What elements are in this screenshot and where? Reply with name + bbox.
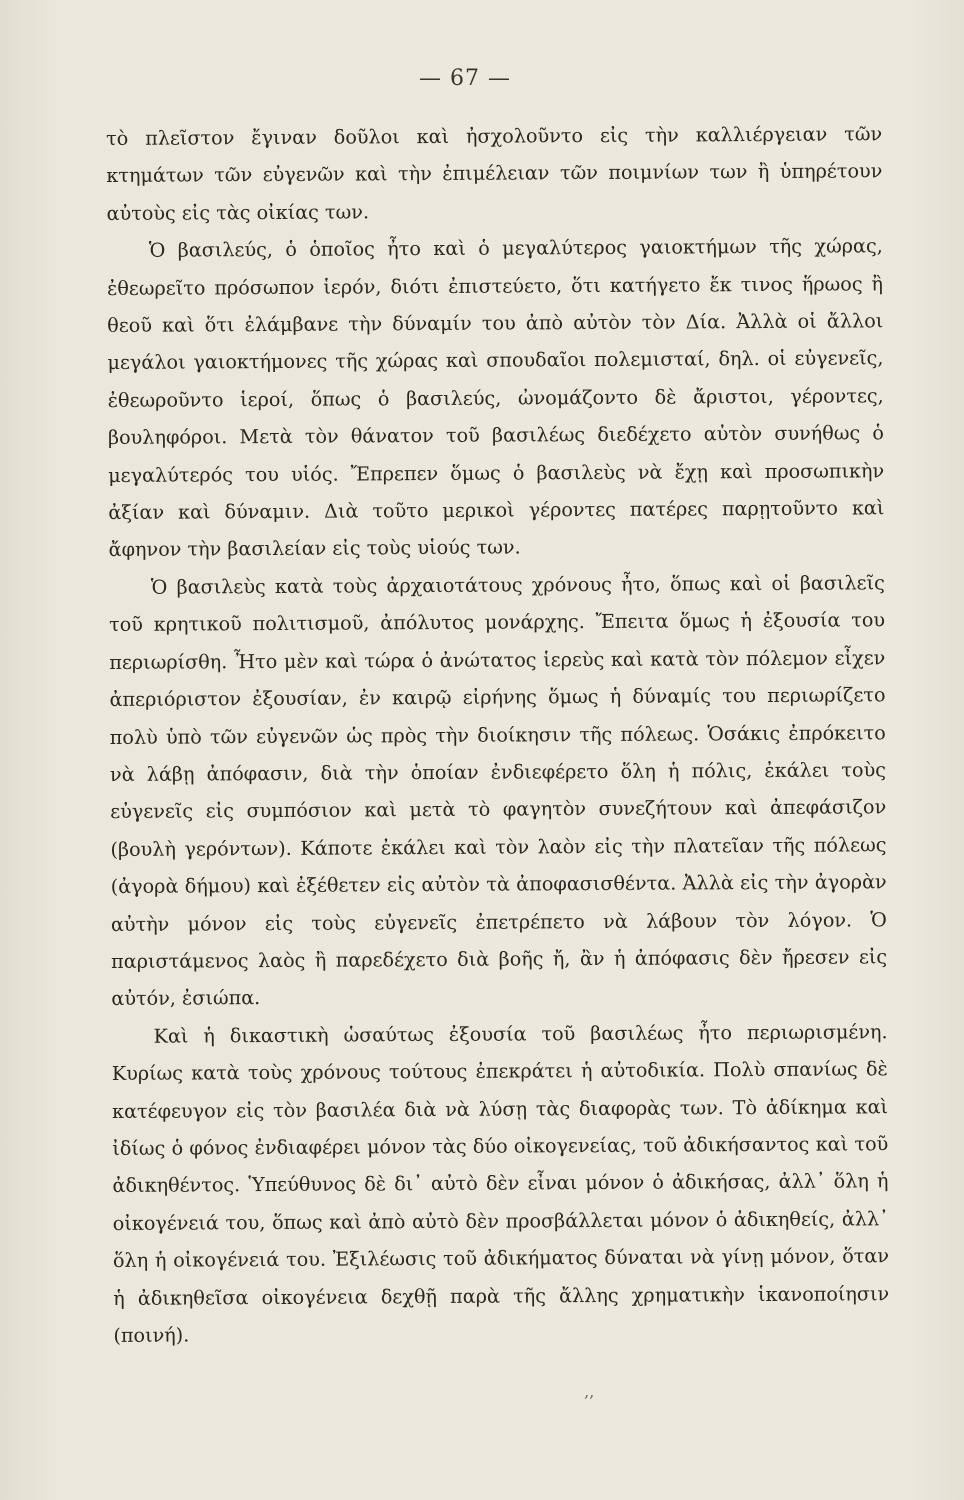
body-text <box>106 115 890 1354</box>
paragraph-4: Καὶ ἡ δικαστικὴ ὡσαύτως ἐξουσία τοῦ βασιλέως ἦτο περιωρισμένη. Κυρίως κατὰ τοὺς χρόνους τούτους ἐπεκράτει ἡ αὐτοδικία. Πολὺ σπανίως δὲ κατέφευγον εἰς τὸν βασιλέα διὰ νὰ λύσῃ τὰς διαφορὰς των. Τὸ ἀδίκημα καὶ ἰδίως ὁ φόνος ἐνδιαφέρει μόνον τὰς δύο οἰκογενείας, τοῦ ἀδικήσαντος καὶ τοῦ ἀδικηθέντος. Ὑπεύθυνος δὲ δι᾿ αὐτὸ δὲν εἶναι μόνον ὁ ἀδικήσας, ἀλλ᾿ ὅλη ἡ οἰκογένειά του, ὅπως καὶ ἀπὸ αὐτὸ δὲν προσβάλλεται μόνον ὁ ἀδικηθείς, ἀλλ᾿ ὅλη ἡ οἰκογένειά του. Ἐξιλέωσις τοῦ ἀδικήματος δύναται νὰ γίνῃ μόνον, ὅταν ἡ ἀδικηθεῖσα οἰκογένεια δεχθῇ παρὰ τῆς ἄλλης χρηματικὴν ἱκανοποίησιν (ποινή). <box>111 1019 890 1347</box>
paragraph-3: Ὁ βασιλεὺς κατὰ τοὺς ἀρχαιοτάτους χρόνους ἦτο, ὅπως καὶ οἱ βασιλεῖς τοῦ κρητικοῦ πολιτισμοῦ, ἀπόλυτος μονάρχης. Ἔπειτα ὅμως ἡ ἐξουσία του περιωρίσθη. Ἦτο μὲν καὶ τώρα ὁ ἀνώτατος ἱερεὺς καὶ κατὰ τὸν πόλεμον εἶχεν ἀπεριόριστον ἐξουσίαν, ἐν καιρῷ εἰρήνης ὅμως ἡ δύναμίς του περιωρίζετο πολὺ ὑπὸ τῶν εὐγενῶν ὡς πρὸς τὴν διοίκησιν τῆς πόλεως. Ὁσάκις ἐπρόκειτο νὰ λάβῃ ἀπόφασιν, διὰ τὴν ὁποίαν ἐνδιεφέρετο ὅλη ἡ πόλις, ἐκάλει τοὺς εὐγενεῖς εἰς συμπόσιον καὶ μετὰ τὸ φαγητὸν συνεζήτουν καὶ ἀπεφάσιζον (βουλὴ γερόντων). Κάποτε ἐκάλει καὶ τὸν λαὸν εἰς τὴν πλατεῖαν τῆς πόλεως (ἀγορὰ δήμου) καὶ ἐξέθετεν εἰς αὐτὸν τὰ ἀποφασισθέντα. Ἀλλὰ εἰς τὴν ἀγορὰν αὐτὴν μόνον εἰς τοὺς εὐγενεῖς ἐπετρέπετο νὰ λάβουν τὸν λόγον. Ὁ παριστάμενος λαὸς ἢ παρεδέχετο διὰ βοῆς ἤ, ἂν ἡ ἀπόφασις δὲν ἤρεσεν εἰς αὐτόν, ἐσιώπα. <box>109 571 888 1011</box>
stray-mark: ‚‚ <box>584 1382 595 1401</box>
paragraph-2: Ὁ βασιλεύς, ὁ ὁποῖος ἦτο καὶ ὁ μεγαλύτερος γαιοκτήμων τῆς χώρας, ἐθεωρεῖτο πρόσωπον ἱερόν, διότι ἐπιστεύετο, ὅτι κατήγετο ἔκ τινος ἥρωος ἢ θεοῦ καὶ ὅτι ἐλάμβανε τὴν δύναμίν του ἀπὸ αὐτὸν τὸν Δία. Ἀλλὰ οἱ ἄλλοι μεγάλοι γαιοκτήμονες τῆς χώρας καὶ σπουδαῖοι πολεμισταί, δηλ. οἱ εὐγενεῖς, ἐθεωροῦντο ἱεροί, ὅπως ὁ βασιλεύς, ὠνομάζοντο δὲ ἄριστοι, γέροντες, βουληφόροι. Μετὰ τὸν θάνατον τοῦ βασιλέως διεδέχετο αὐτὸν συνήθως ὁ μεγαλύτερός του υἱός. Ἔπρεπεν ὅμως ὁ βασιλεὺς νὰ ἔχῃ καὶ προσωπικὴν ἀξίαν καὶ δύναμιν. Διὰ τοῦτο μερικοὶ γέροντες πατέρες παρῃτοῦντο καὶ ἄφηνον τὴν βασιλείαν εἰς τοὺς υἱούς των. <box>106 234 885 562</box>
page-number: — 67 — <box>419 66 511 91</box>
paragraph-1: τὸ πλεῖστον ἔγιναν δοῦλοι καὶ ἠσχολοῦντο εἰς τὴν καλλιέργειαν τῶν κτημάτων τῶν εὐγενῶν καὶ τὴν ἐπιμέλειαν τῶν ποιμνίων των ἢ ὑπηρέτουν αὐτοὺς εἰς τὰς οἰκίας των. <box>106 122 883 225</box>
